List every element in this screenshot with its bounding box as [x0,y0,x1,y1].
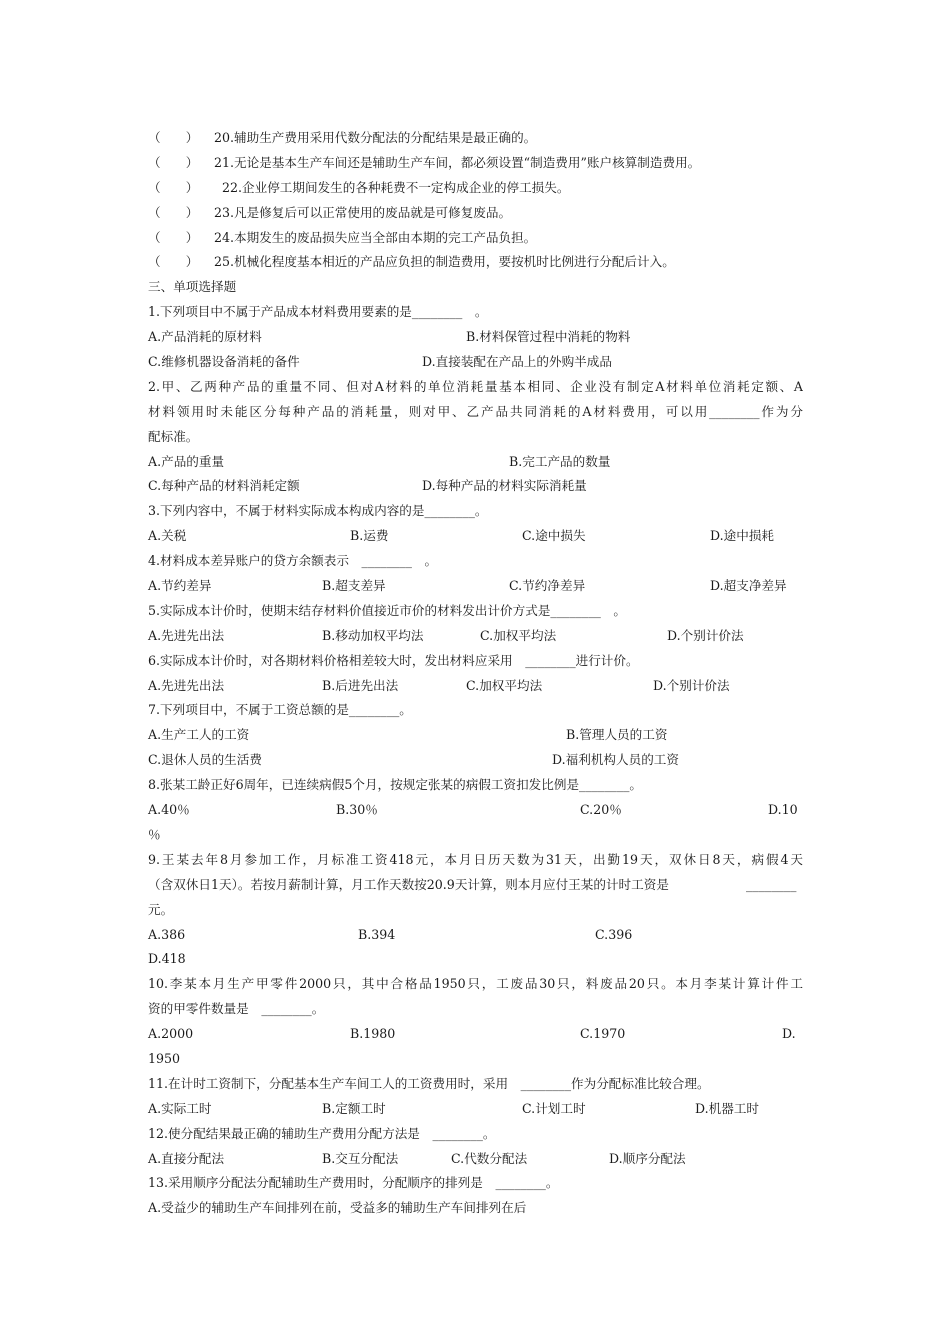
option-d: D.每种产品的材料实际消耗量 [422,478,587,494]
question-4-options [148,574,803,599]
option-b: B.394 [358,926,396,942]
option-b: B.移动加权平均法 [322,627,424,643]
question-9-line3: 元。 [148,901,174,917]
question-7-options-row2 [148,748,803,773]
question-13-option-a: A.受益少的辅助生产车间排列在前，受益多的辅助生产车间排列在后 [148,1200,527,1216]
option-b: B.交互分配法 [322,1150,399,1166]
option-a: A.先进先出法 [148,677,225,693]
option-a: A.实际工时 [148,1100,212,1116]
option-b: B.完工产品的数量 [509,453,611,469]
question-2-options-row2 [148,474,803,499]
option-c: C.1970 [580,1026,626,1042]
option-a: A.先进先出法 [148,627,225,643]
tf-paren: （ ） [148,254,199,270]
tf-paren: （ ） [148,179,199,195]
option-a: A.生产工人的工资 [148,727,250,743]
tf-item-22 [148,176,803,201]
question-8-stem: 8.张某工龄正好6周年，已连续病假5个月，按规定张某的病假工资扣发比例是________。 [148,777,643,793]
option-b: B.后进先出法 [322,677,399,693]
option-b: B.30％ [336,802,378,818]
tf-item-24 [148,226,803,251]
option-b: B.运费 [350,528,389,544]
tf-item-25 [148,250,803,275]
option-a: A.关税 [148,528,187,544]
question-3-stem: 3.下列内容中，不属于材料实际成本构成内容的是________。 [148,503,488,519]
question-5-options [148,624,803,649]
question-3-options [148,524,803,549]
question-13-stem: 13.采用顺序分配法分配辅助生产费用时，分配顺序的排列是 ________。 [148,1175,559,1191]
question-7-stem: 7.下列项目中，不属于工资总额的是________。 [148,702,412,718]
question-9-line2 [148,873,803,898]
tf-text: 25.机械化程度基本相近的产品应负担的制造费用，要按机时比例进行分配后计入。 [214,254,675,270]
option-d: D.直接装配在产品上的外购半成品 [422,354,612,370]
tf-item-20 [148,126,803,151]
option-a: A.产品消耗的原材料 [148,329,262,345]
option-b: B.材料保管过程中消耗的物料 [466,329,631,345]
option-d: D.途中损耗 [710,528,775,544]
option-b: B.1980 [350,1026,396,1042]
tf-paren: （ ） [148,130,199,145]
question-10-options [148,1022,803,1047]
question-10-line1: 10.李某本月生产甲零件2000只，其中合格品1950只，工废品30只，料废品20只。本月李某计算计件工 [148,976,803,992]
option-a: A.2000 [148,1026,194,1042]
option-c: C.计划工时 [522,1100,586,1116]
question-9-option-d: D.418 [148,951,186,967]
tf-paren: （ ） [148,229,199,245]
tf-item-21 [148,151,803,176]
question-1-options-row1 [148,325,803,350]
option-c: C.20％ [580,802,622,818]
tf-paren: （ ） [148,154,199,170]
tf-text: 21.无论是基本生产车间还是辅助生产车间，都必须设置“制造费用”账户核算制造费用。 [214,154,701,170]
answer-blank: ________ [746,876,797,892]
option-d: D.机器工时 [695,1100,760,1116]
question-4-stem: 4.材料成本差异账户的贷方余额表示 ________ 。 [148,553,438,569]
tf-item-23 [148,201,803,226]
option-b: B.超支差异 [322,578,386,594]
option-d: D.个别计价法 [667,627,744,643]
option-d: D.顺序分配法 [609,1150,686,1166]
option-d: D.个别计价法 [653,677,730,693]
question-1-options-row2 [148,350,803,375]
question-6-stem: 6.实际成本计价时，对各期材料价格相差较大时，发出材料应采用 ________进行计价。 [148,652,639,668]
document-page [148,126,803,1221]
tf-paren: （ ） [148,204,199,220]
question-9-line1: 9.王某去年8月参加工作，月标准工资418元，本月日历天数为31天，出勤19天，双休日8天，病假4天 [148,851,803,867]
option-d: D.超支净差异 [710,578,787,594]
question-10-option-d-wrap: 1950 [148,1050,181,1066]
tf-text: 20.辅助生产费用采用代数分配法的分配结果是最正确的。 [214,130,537,145]
option-a: A.386 [148,926,186,942]
option-b: B.管理人员的工资 [566,727,668,743]
question-6-options [148,674,803,699]
question-12-stem: 12.使分配结果最正确的辅助生产费用分配方法是 ________。 [148,1125,496,1141]
question-2-line3: 配标准。 [148,428,199,444]
option-c: C.维修机器设备消耗的备件 [148,354,300,370]
option-c: C.节约净差异 [509,578,586,594]
option-a: A.直接分配法 [148,1150,225,1166]
option-c: C.退休人员的生活费 [148,752,262,768]
option-c: C.396 [595,926,633,942]
option-d: D.10 [768,802,798,818]
option-c: C.加权平均法 [466,677,543,693]
option-a: A.40％ [148,802,190,818]
question-2-options-row1 [148,450,803,475]
option-b: B.定额工时 [322,1100,386,1116]
question-7-options-row1 [148,723,803,748]
option-c: C.每种产品的材料消耗定额 [148,478,300,494]
question-2-line1: 2.甲、乙两种产品的重量不同、但对A材料的单位消耗量基本相同、企业没有制定A材料单位消耗定额、A [148,378,803,394]
option-c: C.加权平均法 [480,627,557,643]
question-12-options [148,1147,803,1172]
option-d: D.福利机构人员的工资 [552,752,679,768]
option-a: A.产品的重量 [148,453,225,469]
question-9-options [148,923,803,948]
tf-text: 24.本期发生的废品损失应当全部由本期的完工产品负担。 [214,229,537,245]
question-1-stem: 1.下列项目中不属于产品成本材料费用要素的是________ 。 [148,304,488,320]
question-2-line2: 材料领用时未能区分每种产品的消耗量，则对甲、乙产品共同消耗的A材料费用，可以用________作为分 [148,403,803,419]
option-c: C.途中损失 [522,528,586,544]
question-8-options [148,798,803,823]
tf-text: 22.企业停工期间发生的各种耗费不一定构成企业的停工损失。 [222,179,570,195]
option-a: A.节约差异 [148,578,212,594]
question-10-line2: 资的甲零件数量是 ________。 [148,1001,325,1017]
option-c: C.代数分配法 [451,1150,528,1166]
question-8-option-d-wrap: ％ [148,826,161,842]
question-11-options [148,1097,803,1122]
question-5-stem: 5.实际成本计价时，使期末结存材料价值接近市价的材料发出计价方式是________ 。 [148,602,626,618]
question-11-stem: 11.在计时工资制下，分配基本生产车间工人的工资费用时，采用 ________作为分配标准比较合理。 [148,1075,710,1091]
section-title: 三、单项选择题 [148,279,237,295]
question-9-line2-text: （含双休日1天）。若按月薪制计算，月工作天数按20.9天计算，则本月应付王某的计时工资是 [148,876,669,892]
tf-text: 23.凡是修复后可以正常使用的废品就是可修复废品。 [214,204,512,220]
option-d: D. [782,1026,796,1042]
